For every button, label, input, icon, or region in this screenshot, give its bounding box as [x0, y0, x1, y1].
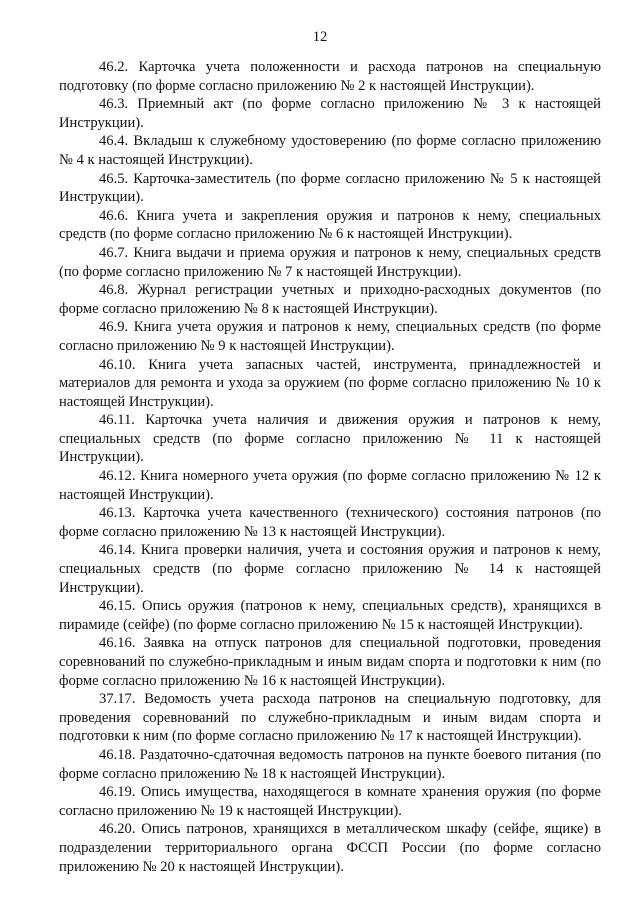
paragraph-46-9: 46.9. Книга учета оружия и патронов к нему, специальных средств (по форме согласно приложению № 9 к настоящей Инструкции).: [59, 319, 601, 354]
paragraph-46-20: 46.20. Опись патронов, хранящихся в металлическом шкафу (сейфе, ящике) в подразделении территориального органа ФССП России (по форме согласно приложению № 20 к настоящей Инструкции).: [59, 821, 601, 875]
paragraph-46-12: 46.12. Книга номерного учета оружия (по форме согласно приложению № 12 к настоящей Инструкции).: [59, 468, 601, 503]
paragraph-46-18: 46.18. Раздаточно-сдаточная ведомость патронов на пункте боевого питания (по форме согласно приложению № 18 к настоящей Инструкции).: [59, 746, 601, 782]
paragraph-46-8: 46.8. Журнал регистрации учетных и приходно-расходных документов (по форме согласно приложению № 8 к настоящей Инструкции).: [59, 282, 601, 317]
paragraph-46-5: 46.5. Карточка-заместитель (по форме согласно приложению № 5 к настоящей Инструкции).: [59, 170, 601, 206]
paragraph-46-10: 46.10. Книга учета запасных частей, инструмента, принадлежностей и материалов для ремонта и ухода за оружием (по форме согласно приложению № 10 к настоящей Инструкции).: [59, 356, 601, 410]
paragraph-46-15: 46.15. Опись оружия (патронов к нему, специальных средств), хранящихся в пирамиде (сейфе) (по форме согласно приложению № 15 к настоящей Инструкции).: [59, 598, 601, 633]
paragraph-46-7: 46.7. Книга выдачи и приема оружия и патронов к нему, специальных средств (по форме согласно приложению № 7 к настоящей Инструкции).: [59, 244, 601, 280]
page-number: 12: [312, 29, 328, 45]
document-body: [59, 58, 601, 876]
paragraph-46-3: 46.3. Приемный акт (по форме согласно приложению № 3 к настоящей Инструкции).: [59, 96, 601, 131]
paragraph-37-17: 37.17. Ведомость учета расхода патронов на специальную подготовку, для проведения соревнований по служебно-прикладным и иным видам спорта и подготовки к ним (по форме согласно приложению № 17 к настоящей Инструкции).: [59, 691, 601, 745]
paragraph-46-2: 46.2. Карточка учета положенности и расхода патронов на специальную подготовку (по форме согласно приложению № 2 к настоящей Инструкции).: [59, 59, 601, 94]
paragraph-46-14: 46.14. Книга проверки наличия, учета и состояния оружия и патронов к нему, специальных средств (по форме согласно приложению № 14 к настоящей Инструкции).: [59, 542, 601, 596]
paragraph-46-16: 46.16. Заявка на отпуск патронов для специальной подготовки, проведения соревнований по служебно-прикладным и иным видам спорта и подготовки к ним (по форме согласно приложению № 16 к настоящей Инструкции).: [59, 635, 601, 689]
paragraph-46-6: 46.6. Книга учета и закрепления оружия и патронов к нему, специальных средств (по форме согласно приложению № 6 к настоящей Инструкции).: [59, 207, 601, 243]
paragraph-46-11: 46.11. Карточка учета наличия и движения оружия и патронов к нему, специальных средств (по форме согласно приложению № 11 к настоящей Инструкции).: [59, 412, 601, 466]
paragraph-46-19: 46.19. Опись имущества, находящегося в комнате хранения оружия (по форме согласно приложению № 19 к настоящей Инструкции).: [59, 784, 601, 819]
paragraph-46-13: 46.13. Карточка учета качественного (технического) состояния патронов (по форме согласно приложению № 13 к настоящей Инструкции).: [59, 505, 601, 540]
paragraph-46-4: 46.4. Вкладыш к служебному удостоверению (по форме согласно приложению № 4 к настоящей Инструкции).: [59, 133, 601, 168]
